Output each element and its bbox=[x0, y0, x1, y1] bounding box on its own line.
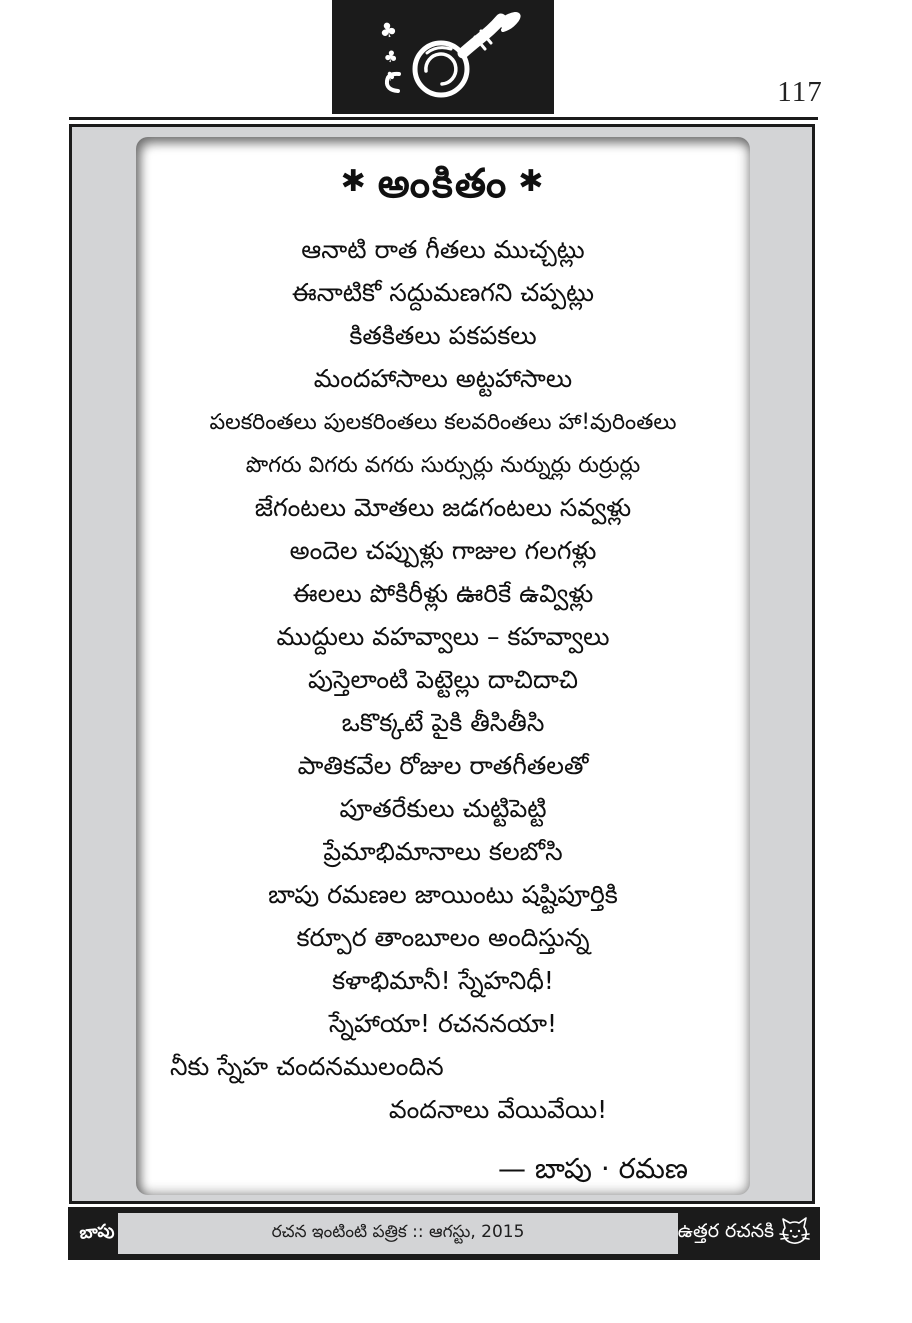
poem-line: కర్పూర తాంబూలం అందిస్తున్న bbox=[296, 922, 590, 952]
poem-line: ముద్దులు వహవ్వాలు – కహవ్వాలు bbox=[276, 621, 610, 651]
page-number: 117 bbox=[777, 76, 823, 108]
poem-title-row bbox=[136, 161, 750, 217]
masthead-box bbox=[332, 0, 554, 114]
poem-signature: — బాపు · రమణ bbox=[497, 1152, 688, 1185]
flower-asterisk-icon: ✱ bbox=[518, 164, 546, 199]
poem-line: కళాభిమానీ! స్నేహనిధీ! bbox=[332, 965, 554, 995]
poem-line: వందనాలు వేయివేయి! bbox=[388, 1094, 608, 1124]
poem-line: బాపు రమణల జాయింటు షష్టిపూర్తికి bbox=[268, 879, 618, 909]
poem-line: ఆనాటి రాత గీతలు ముచ్చట్లు bbox=[301, 234, 585, 264]
poem-line: పుస్తెలాంటి పెట్టెల్లు దాచిదాచి bbox=[307, 664, 579, 694]
poem-line: జేగంటలు మోతలు జడగంటలు సవ్వళ్లు bbox=[254, 492, 632, 522]
footer-magazine-text: రచన ఇంటింటి పత్రిక :: ఆగస్టు, 2015 bbox=[271, 1221, 525, 1242]
footer-bar bbox=[68, 1207, 820, 1260]
footer-magazine-strip bbox=[118, 1213, 678, 1254]
poem-line: పలకరింతలు పులకరింతలు కలవరింతలు హా!వురింతలు bbox=[209, 409, 677, 435]
manuscript-paper bbox=[136, 137, 750, 1195]
scan-frame bbox=[69, 124, 815, 1204]
footer-handwritten-note bbox=[678, 1207, 814, 1260]
svg-text:♣: ♣ bbox=[382, 46, 400, 67]
poem-line: స్నేహాయా! రచననయా! bbox=[328, 1008, 558, 1038]
poem-line: పొగరు విగరు వగరు సుర్సుర్లు నుర్నుర్లు రుర్రుర్లు bbox=[245, 452, 641, 478]
svg-text:♣: ♣ bbox=[376, 16, 400, 44]
pipe-illustration-icon bbox=[343, 3, 543, 111]
poem-line: అందెల చప్పుళ్లు గాజుల గలగళ్లు bbox=[289, 535, 597, 565]
poem-line: కితకితలు పకపకలు bbox=[349, 320, 537, 350]
header-rule bbox=[69, 117, 818, 120]
poem-line: పూతరేకులు చుట్టిపెట్టి bbox=[339, 793, 547, 823]
svg-text:♣: ♣ bbox=[383, 68, 397, 84]
poem-line: ప్రేమాభిమానాలు కలబోసి bbox=[323, 836, 563, 866]
flower-asterisk-icon: ✱ bbox=[340, 164, 368, 199]
poem-line: పాతికవేల రోజుల రాతగీతలతో bbox=[297, 750, 589, 780]
footer-right-text: ఉత్తర రచనకి bbox=[677, 1220, 774, 1242]
poem-line: ఒకొక్కటే పైకి తీసితీసి bbox=[341, 707, 545, 737]
poem-line: ఈలలు పోకిరీళ్లు ఊరికే ఉవ్విళ్లు bbox=[292, 578, 594, 608]
poem-line: నీకు స్నేహ చందనములందిన bbox=[170, 1051, 444, 1081]
cat-face-doodle-icon bbox=[778, 1214, 812, 1253]
bapu-signature-logo: బాపు bbox=[78, 1219, 116, 1244]
dedication-poem bbox=[136, 137, 750, 1195]
poem-title: అంకితం bbox=[377, 161, 509, 207]
poem-line: మందహాసాలు అట్టహాసాలు bbox=[313, 363, 573, 393]
poem-line: ఈనాటికో సద్దుమణగని చప్పట్లు bbox=[291, 277, 595, 307]
